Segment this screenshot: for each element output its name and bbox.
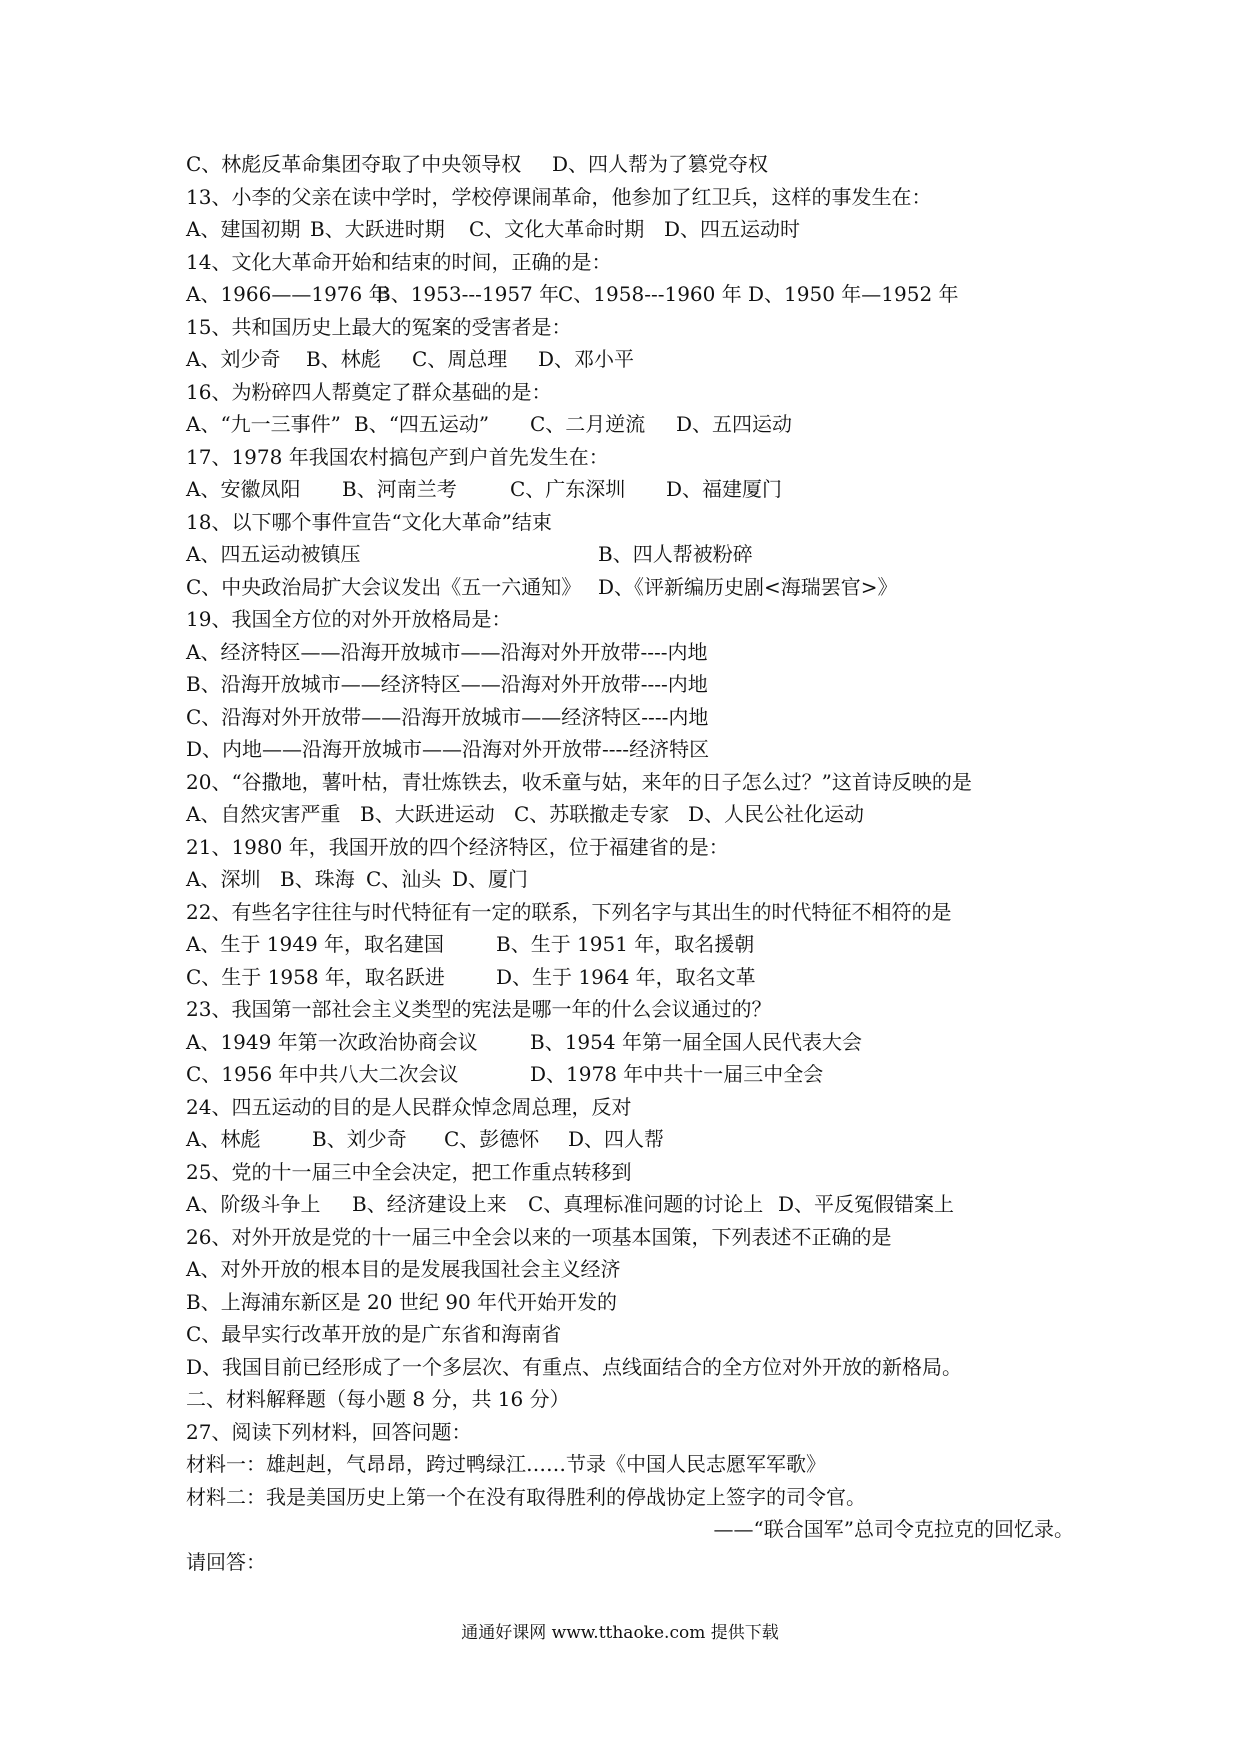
option-a: A、生于 1949 年，取名建国 <box>186 932 445 956</box>
option-a: A、建国初期 <box>186 217 301 241</box>
question-22: 22、有些名字往往与时代特征有一定的联系，下列名字与其出生的时代特征不相符的是 <box>186 899 952 924</box>
option-c: C、苏联撤走专家 <box>514 802 670 826</box>
option-19-b: B、沿海开放城市——经济特区——沿海对外开放带----内地 <box>186 672 708 696</box>
option-d: D、四人帮为了篡党夺权 <box>552 152 769 176</box>
material-2-source: ——“联合国军”总司令克拉克的回忆录。 <box>713 1517 1074 1541</box>
question-16: 16、为粉碎四人帮奠定了群众基础的是： <box>186 379 552 404</box>
option-c: C、二月逆流 <box>530 412 646 436</box>
question-27: 27、阅读下列材料，回答问题： <box>186 1419 472 1444</box>
option-c: C、彭德怀 <box>444 1127 540 1151</box>
option-26-c: C、最早实行改革开放的是广东省和海南省 <box>186 1322 562 1346</box>
options-14 <box>186 278 1086 311</box>
option-a: A、自然灾害严重 <box>186 802 341 826</box>
question-15: 15、共和国历史上最大的冤案的受害者是： <box>186 314 572 339</box>
section-heading: 二、材料解释题（每小题 8 分，共 16 分） <box>186 1387 570 1411</box>
option-b: B、大跃进时期 <box>310 217 445 241</box>
option-d: D、1978 年中共十一届三中全会 <box>530 1062 824 1086</box>
options-15 <box>186 343 1086 376</box>
option-b: B、大跃进运动 <box>360 802 495 826</box>
options-21 <box>186 863 1086 896</box>
option-c: C、文化大革命时期 <box>469 217 645 241</box>
option-b: B、“四五运动” <box>354 412 490 436</box>
option-b: B、刘少奇 <box>312 1127 407 1151</box>
option-a: A、林彪 <box>186 1127 261 1151</box>
option-19-c: C、沿海对外开放带——沿海开放城市——经济特区----内地 <box>186 704 709 729</box>
options-18-ab <box>186 538 1086 571</box>
option-c: C、真理标准问题的讨论上 <box>528 1192 764 1216</box>
options-17 <box>186 473 1086 506</box>
option-c: C、1958---1960 年 <box>558 282 742 306</box>
options-23-cd <box>186 1058 1086 1091</box>
question-26: 26、对外开放是党的十一届三中全会以来的一项基本国策，下列表述不正确的是 <box>186 1224 892 1249</box>
option-d: D、五四运动 <box>676 412 793 436</box>
option-a: A、“九一三事件” <box>186 412 341 436</box>
option-d: D、人民公社化运动 <box>688 802 865 826</box>
question-23: 23、我国第一部社会主义类型的宪法是哪一年的什么会议通过的？ <box>186 997 772 1021</box>
exam-page <box>186 148 1086 1578</box>
option-b: B、林彪 <box>306 347 381 371</box>
option-d: D、平反冤假错案上 <box>778 1192 955 1216</box>
option-d: D、《评新编历史剧<海瑞罢官>》 <box>598 574 898 599</box>
option-26-b: B、上海浦东新区是 20 世纪 90 年代开始开发的 <box>186 1289 618 1314</box>
page-footer: 通通好课网 www.tthaoke.com 提供下载 <box>461 1623 779 1643</box>
options-24 <box>186 1123 1086 1156</box>
line-1 <box>186 148 1086 181</box>
option-c: C、汕头 <box>366 867 442 891</box>
option-26-d: D、我国目前已经形成了一个多层次、有重点、点线面结合的全方位对外开放的新格局。 <box>186 1354 963 1379</box>
options-13 <box>186 213 1086 246</box>
material-2: 材料二：我是美国历史上第一个在没有取得胜利的停战协定上签字的司令官。 <box>186 1484 866 1509</box>
option-b: B、四人帮被粉碎 <box>598 542 753 566</box>
options-16 <box>186 408 1086 441</box>
question-25: 25、党的十一届三中全会决定，把工作重点转移到 <box>186 1159 632 1184</box>
option-b: B、经济建设上来 <box>352 1192 507 1216</box>
option-c: C、林彪反革命集团夺取了中央领导权 <box>186 152 522 176</box>
option-c: C、1956 年中共八大二次会议 <box>186 1062 459 1086</box>
question-14: 14、文化大革命开始和结束的时间，正确的是： <box>186 249 612 274</box>
options-18-cd <box>186 571 1086 604</box>
option-c: C、生于 1958 年，取名跃进 <box>186 964 445 989</box>
option-b: B、1954 年第一届全国人民代表大会 <box>530 1029 862 1054</box>
option-a: A、1949 年第一次政治协商会议 <box>186 1029 478 1054</box>
question-24: 24、四五运动的目的是人民群众悼念周总理，反对 <box>186 1094 632 1119</box>
options-22-ab <box>186 928 1086 961</box>
option-a: A、1966——1976 年 <box>186 282 389 306</box>
option-b: B、1953---1957 年 <box>376 282 560 306</box>
option-d: D、生于 1964 年，取名文革 <box>496 964 756 989</box>
question-21: 21、1980 年，我国开放的四个经济特区，位于福建省的是： <box>186 834 729 859</box>
material-1: 材料一：雄赳赳，气昂昂，跨过鸭绿江……节录《中国人民志愿军军歌》 <box>186 1452 826 1476</box>
option-c: C、周总理 <box>412 347 508 371</box>
option-a: A、深圳 <box>186 867 261 891</box>
question-18: 18、以下哪个事件宣告“文化大革命”结束 <box>186 509 552 534</box>
question-20: 20、“谷撒地，薯叶枯，青壮炼铁去，收禾童与姑，来年的日子怎么过？”这首诗反映的是 <box>186 769 972 794</box>
option-c: C、中央政治局扩大会议发出《五一六通知》 <box>186 574 582 599</box>
options-22-cd <box>186 961 1086 994</box>
question-13: 13、小李的父亲在读中学时，学校停课闹革命，他参加了红卫兵，这样的事发生在： <box>186 184 932 209</box>
options-20 <box>186 798 1086 831</box>
option-a: A、阶级斗争上 <box>186 1192 321 1216</box>
option-19-d: D、内地——沿海开放城市——沿海对外开放带----经济特区 <box>186 737 710 761</box>
option-c: C、广东深圳 <box>510 477 626 501</box>
option-d: D、邓小平 <box>538 347 635 371</box>
option-a: A、安徽凤阳 <box>186 477 301 501</box>
option-b: B、河南兰考 <box>342 477 457 501</box>
option-a: A、四五运动被镇压 <box>186 542 361 566</box>
options-23-ab <box>186 1026 1086 1059</box>
option-d: D、四五运动时 <box>664 217 801 241</box>
option-d: D、福建厦门 <box>666 477 783 501</box>
option-d: D、1950 年—1952 年 <box>748 282 959 306</box>
options-25 <box>186 1188 1086 1221</box>
option-b: B、珠海 <box>280 867 355 891</box>
option-19-a: A、经济特区——沿海开放城市——沿海对外开放带----内地 <box>186 639 708 664</box>
question-19: 19、我国全方位的对外开放格局是： <box>186 607 512 631</box>
option-b: B、生于 1951 年，取名援朝 <box>496 932 755 956</box>
option-d: D、厦门 <box>452 867 529 891</box>
option-26-a: A、对外开放的根本目的是发展我国社会主义经济 <box>186 1257 621 1281</box>
option-a: A、刘少奇 <box>186 347 281 371</box>
question-17: 17、1978 年我国农村搞包产到户首先发生在： <box>186 444 609 469</box>
option-d: D、四人帮 <box>568 1127 665 1151</box>
answer-prompt: 请回答： <box>186 1549 266 1574</box>
